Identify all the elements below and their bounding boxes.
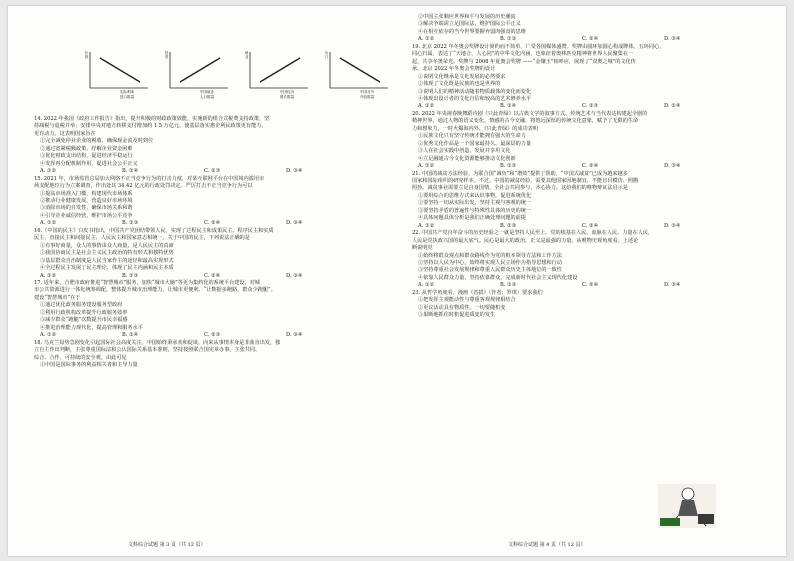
answer-option: A. ①② [418, 222, 435, 229]
choice-line: ②要坚持一切从实际出发，坚持主观与客观的统一 [418, 200, 532, 207]
answer-option: A. ①② [418, 163, 435, 170]
answer-options [412, 36, 772, 43]
choice-line: ③减少群众“跑腿”次数提升市民幸福感 [40, 317, 128, 324]
answer-option: C. ②④ [582, 222, 599, 229]
choice-line: ④在相互依存的当今世界要摒弃弱肉强食的思维 [418, 28, 526, 35]
left-column [34, 14, 394, 369]
choice-line: ④依靠人民群众力量，坚持依靠群众，完成新时代社会主义现代化建设 [418, 274, 578, 281]
choice-line: ④推进治理能力现代化，提高管理和服务水平 [40, 324, 143, 331]
answer-option: C. ②④ [204, 272, 221, 279]
chart-1-xlabel: 实际利率 进口数量 [119, 90, 135, 99]
mini-chart-4 [326, 50, 390, 106]
choice-line: ①提高市场准入门槛，构建现代市场体系 [40, 190, 133, 197]
question-line: 综合、合作、可持续的安全观。由此可见 [34, 354, 127, 361]
choice-line: ③坚持尊重社会发展规律和尊重人民群众历史主体地位的一致性 [418, 267, 562, 274]
answer-option: D. ③④ [664, 36, 681, 43]
chart-1-svg [86, 50, 150, 90]
answer-option: A. ①② [418, 36, 435, 43]
answer-options [34, 168, 394, 175]
question-line: 21. 中国的减贫方法经验，为联合国“减负”和“增效”提供了帮助，“中国式减贫”已成为越来越多 [412, 170, 628, 177]
choice-line: ②坚持以人民为中心，始终将实现人民立场作为指导思想和行动 [418, 259, 562, 266]
chart-1-ylabel: 价格 [85, 51, 89, 59]
answer-option: C. ②④ [582, 36, 599, 43]
answer-option: B. ①③ [500, 222, 517, 229]
choice-line: ①完全减免停业企业的税收，确保现金流及时到位 [40, 138, 154, 145]
choice-line: ④全过程民主发展了民主理论，体现了民主内涵和民主本质 [40, 265, 174, 272]
question-line: 立自主作出判断，主张尊重国际法和公认国际关系基本准则，坚持按照联合国宪章办事，主张共同、 [34, 347, 261, 354]
question-line: 18. 乌克兰局势急剧变化引起国际社会高度关注。中国始终秉承劝和促谈、向来从事情本身是非曲直出发，独 [34, 339, 281, 346]
answer-option: B. ①④ [122, 332, 139, 339]
question-line: 16.《中国的民主》白皮书指出，中国共产党团结带领人民，实现了过程民主和成果民主、程序民主和实质 [34, 227, 274, 234]
footer-right: 文科综合试题 第 4 页（共 12 页） [508, 542, 586, 548]
cartoon-image [658, 484, 716, 528]
choice-line: ③说明人们的精神活动随着物质载体的变化而变化 [418, 88, 532, 95]
answer-option: D. ②④ [664, 103, 681, 110]
answer-option: B. ①③ [500, 163, 517, 170]
question-line: 22. 中国共产党百年奋斗的历史经验之一就是坚持人民至上。党的根基在人民、血脉在人民、力量在人民， [412, 230, 654, 237]
choice-line: ④发挥再分配机制作用，促进社会公平正义 [40, 160, 138, 167]
question-line: 人民是党执政兴国的最大底气。民心是最大的政治，正义是最强的力量。从唯物史观角度看，上述论 [412, 237, 639, 244]
right-question-text [412, 14, 772, 320]
answer-option: B. ①③ [122, 272, 139, 279]
chart-2-svg [166, 50, 230, 90]
answer-options [412, 103, 772, 110]
answer-option: B. ①③ [122, 220, 139, 227]
choice-line: ③要坚持矛盾的普遍性与特殊性具体的历史的统一 [418, 207, 532, 214]
answer-option: D. ③④ [286, 168, 303, 175]
answer-option: D. ③④ [286, 220, 303, 227]
answer-option: A. ①② [40, 332, 57, 339]
choice-line: ①中国是国际事务的利益相关者和主导力量 [40, 361, 138, 368]
answer-option: C. ②③ [582, 103, 599, 110]
answer-option: B. ①③ [500, 36, 517, 43]
chart-2-ylabel: 投资 [165, 51, 169, 59]
answer-option: A. ①② [40, 220, 57, 227]
choice-line: ①通过优化政务服务建设服务型政府 [40, 302, 123, 309]
exam-page [8, 6, 786, 556]
choice-line: ①有事好商量，众人的事情由众人商量，是人民民主的真谛 [40, 242, 174, 249]
answer-option: B. ①④ [500, 103, 517, 110]
choice-line: ①民族文化只有坚守传统才能拥有强大的生命力 [418, 133, 526, 140]
answer-option: B. ①④ [122, 168, 139, 175]
question-line: 14. 2022 年我国《政府工作报告》指出，提升积极的财政政策效能，实施新的组合式税费支持政策，坚 [34, 116, 270, 122]
answer-options [34, 220, 394, 227]
question-line: 建设“智慧城市”在于 [34, 294, 81, 301]
answer-option: C. ②④ [204, 220, 221, 227]
choice-line: ④引导企业诚信经营，维护市场公平竞争 [40, 212, 133, 219]
chart-3-svg [246, 50, 310, 90]
choice-line: ①始终将群众观点和群众路线作为党的根本领导方法和工作方法 [418, 252, 562, 259]
chart-2-xlabel: 中国就业 人口数量 [199, 90, 215, 99]
question-line: 23. 从哲学角度看，漫画《省拔》（作者：罗琪）要求我们 [412, 289, 543, 296]
choice-line: ④立足融通古今文化资源能够推动文化创新 [418, 155, 516, 162]
cartoon-drawing [658, 484, 716, 528]
choice-line: ②优秀文化作品是一个国家最持久、最深层的力量 [418, 140, 532, 147]
answer-option: A. ①② [418, 103, 435, 110]
question-line: 市公共资源进行一体化统筹调配，整体提升城市治理能力，让城市更便利、“让数据多跑路，群众少跑腿”。 [34, 287, 276, 294]
choice-line: ②中国主张顺应世界和平与发展的历史潮流 [418, 14, 516, 20]
answer-options [34, 332, 394, 339]
question-line: 断说明党 [412, 245, 433, 252]
choice-line: ④具体问题具体分析是我们正确处理问题的前提 [418, 215, 526, 222]
choice-line: ②利用行政机构改革提升行政服务效率 [40, 309, 128, 316]
question-line: 照抄。减贫事业需要立足自身国情，全社会共同参与、齐心协力。这给我们的唯物辩证法启示是 [412, 185, 628, 192]
question-line: 持减税与退税并举；安排中央对地方转移支付增加约 1.5 万亿元，使基层落实惠企利民政策更有能力、 [34, 123, 267, 130]
answer-options [412, 282, 772, 289]
answer-option: A. ①② [418, 282, 435, 289]
right-column [412, 14, 772, 320]
question-line: 17. 近年来，合肥市政府推进“智慧城市”服务，加快“城市大脑”等更为集约化的系统平台建设，对城 [34, 279, 260, 286]
question-line: 承。北京 2022 年冬奥会奖牌的设计 [412, 66, 496, 73]
mini-chart-2 [166, 50, 230, 106]
question-line: 20. 2022 年央视春晚舞蹈诗剧《只此青绿》以古典文学的叙事方式、传统艺术与当代表达构建起全剧的 [412, 110, 648, 117]
answer-option: B. ①③ [500, 282, 517, 289]
choice-line: ③人在社会实践中创造、发展并享用文化 [418, 148, 511, 155]
answer-options [412, 163, 772, 170]
left-question-text [34, 116, 394, 369]
question-line: 民主、直接民主和间接民主、人民民主和国家意志相统一。关于中国的民主，下列说法正确的是 [34, 235, 250, 242]
answer-options [34, 273, 394, 280]
answer-option: D. ③④ [664, 222, 681, 229]
footer-left: 文科综合试题 第 3 页（共 12 页） [128, 542, 206, 548]
choice-line: ①把发挥主观能动性与尊重客观规律相结合 [418, 297, 516, 304]
answer-option: D. ③④ [664, 282, 681, 289]
question-line: 精神世界，通过人物的语义变化、情感的古今交融，将悠远深厚的传统文化意象，赋予了无限的生命 [412, 118, 639, 125]
choice-line: ③优化财政支出结构，促进经济平稳运行 [40, 153, 133, 160]
answer-option: C. ②③ [204, 332, 221, 339]
choice-line: ②体现了文化既是民族的也是世界的 [418, 81, 501, 88]
question-line: 起，共享冬奥荣光。奖牌与 2008 年夏奥会奖牌 ——“金镶玉”相呼应，展现了“双奥之城”的文化传 [412, 58, 636, 65]
choice-line: ①说明文化继承是文化发展的必然要求 [418, 73, 506, 80]
question-line: 场支配地位行为立案调查，作出处其 34.42 亿元的行政处罚决定。严厉打击不正当竞争行为可以 [34, 183, 253, 190]
chart-3-xlabel: 中国经济 增长数量 [279, 90, 295, 99]
answer-option: C. ②④ [582, 282, 599, 289]
chart-4-ylabel: 出口 [325, 51, 329, 59]
chart-4-svg [326, 50, 390, 90]
choice-line: ③基层群众自治制度是人民当家作主的途径和最高实现形式 [40, 257, 174, 264]
mini-chart-1 [86, 50, 150, 106]
choice-line: ③解决争端需立足国际法，维护国际公平正义 [418, 21, 521, 28]
answer-option: C. ②③ [204, 168, 221, 175]
chart-row [34, 14, 394, 116]
choice-line: ②推动行业健康发展，营造良好市场环境 [40, 197, 133, 204]
answer-option: D. ③④ [286, 272, 303, 279]
answer-option: D. ③④ [286, 332, 303, 339]
answer-option: C. ②④ [582, 163, 599, 170]
choice-line: ①要用综合的思维方式来认识事物，促进系统优化 [418, 192, 532, 199]
choice-line: ②我国协商民主是社会主义民主政治的特有形式和独特优势 [40, 250, 174, 257]
answer-option: D. ③④ [664, 163, 681, 170]
chart-3-ylabel: 就业 [245, 51, 249, 59]
choice-line: ④体现出设计者的文化自信和较高的艺术修养水平 [418, 95, 532, 102]
choice-line: ②更议活动具有物质性，一切要随机变 [418, 304, 506, 311]
answer-option: A. ①② [40, 168, 57, 175]
answer-option: A. ①② [40, 272, 57, 279]
chart-4-xlabel: 中国对外 开放数量 [359, 90, 375, 99]
choice-line: ②通过宽紧税额政策，纾解企业资金困难 [40, 145, 133, 152]
question-line: 力和想象力，一时火爆海内外。《只此青绿》的成功表明 [412, 125, 538, 132]
mini-chart-3 [246, 50, 310, 106]
choice-line: ③果断地抓住时机促进质变的发生 [418, 312, 496, 319]
question-line: 国家和国际组织的研究样本。不过，中国的减贫经验，需要其他国家因地制宜，不能盲目模仿、照搬 [412, 177, 639, 184]
question-line: 更有动力。这表明国家旨在 [34, 130, 96, 137]
question-line: 19. 北京 2022 年冬奥会奖牌设计简约而不简单，广受各国媒体盛赞。奖牌由圆环加圆心构成牌体，五环同心， [412, 43, 665, 50]
question-line: 15. 2021 年，市场监管总局加大网络不正当竞争行为的打击力度，对某互联网平台在中国境内滥用市 [34, 175, 265, 182]
question-line: 同心归属，表达了“天地合，人心同”的中华文化内涵，也象征着奥林匹克精神将世界人民聚集在一 [412, 51, 634, 58]
choice-line: ③消除市场的自发性，确保市场关系和谐 [40, 205, 133, 212]
